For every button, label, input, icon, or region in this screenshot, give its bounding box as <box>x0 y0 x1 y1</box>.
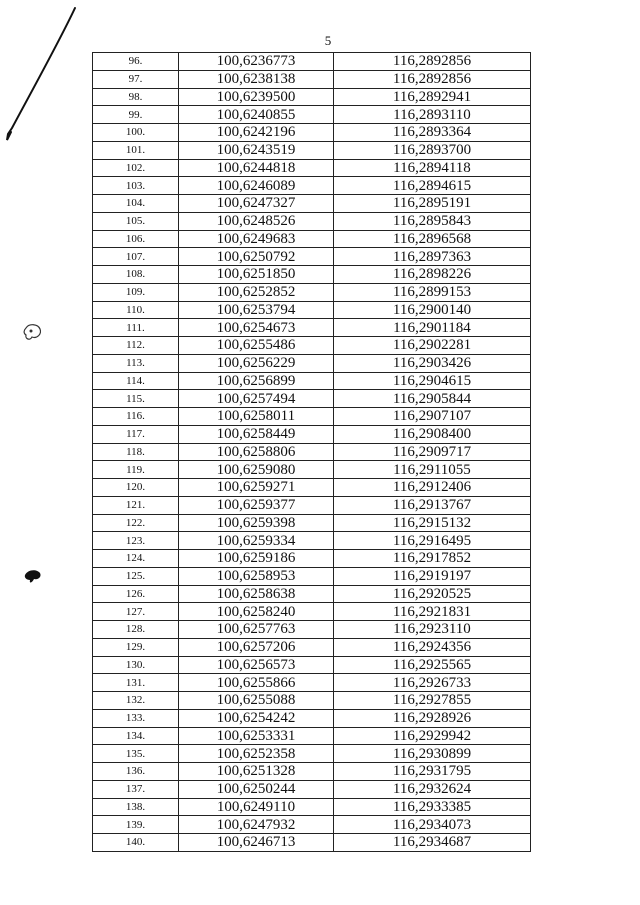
coordinate-x-cell: 100,6249110 <box>179 798 334 816</box>
table-row <box>93 727 531 745</box>
row-number-cell: 102. <box>93 159 179 177</box>
pen-stroke-mark <box>7 8 75 140</box>
coordinate-y-cell: 116,2923110 <box>334 621 531 639</box>
table-row <box>93 266 531 284</box>
coordinate-y-cell: 116,2913767 <box>334 496 531 514</box>
coordinate-y-cell: 116,2894118 <box>334 159 531 177</box>
row-number-cell: 113. <box>93 354 179 372</box>
table-row <box>93 621 531 639</box>
coordinate-x-cell: 100,6242196 <box>179 124 334 142</box>
coordinate-y-cell: 116,2903426 <box>334 354 531 372</box>
coordinate-y-cell: 116,2930899 <box>334 745 531 763</box>
coordinate-x-cell: 100,6236773 <box>179 53 334 71</box>
table-row <box>93 159 531 177</box>
table-row <box>93 53 531 71</box>
row-number-cell: 120. <box>93 479 179 497</box>
coordinate-y-cell: 116,2919197 <box>334 567 531 585</box>
coordinate-x-cell: 100,6251850 <box>179 266 334 284</box>
row-number-cell: 121. <box>93 496 179 514</box>
coordinate-x-cell: 100,6258638 <box>179 585 334 603</box>
coordinate-x-cell: 100,6256229 <box>179 354 334 372</box>
row-number-cell: 97. <box>93 70 179 88</box>
coordinate-x-cell: 100,6258449 <box>179 425 334 443</box>
coordinate-x-cell: 100,6254673 <box>179 319 334 337</box>
table-row <box>93 443 531 461</box>
row-number-cell: 131. <box>93 674 179 692</box>
row-number-cell: 110. <box>93 301 179 319</box>
table-row <box>93 638 531 656</box>
table-row <box>93 514 531 532</box>
coordinate-y-cell: 116,2915132 <box>334 514 531 532</box>
coordinate-y-cell: 116,2895191 <box>334 195 531 213</box>
coordinate-x-cell: 100,6244818 <box>179 159 334 177</box>
row-number-cell: 122. <box>93 514 179 532</box>
coordinate-y-cell: 116,2899153 <box>334 283 531 301</box>
table-row <box>93 212 531 230</box>
coordinate-y-cell: 116,2908400 <box>334 425 531 443</box>
coordinate-x-cell: 100,6257763 <box>179 621 334 639</box>
table-row <box>93 319 531 337</box>
coordinate-x-cell: 100,6255486 <box>179 337 334 355</box>
row-number-cell: 119. <box>93 461 179 479</box>
row-number-cell: 129. <box>93 638 179 656</box>
ink-blot-mark <box>25 570 41 582</box>
coordinate-y-cell: 116,2893110 <box>334 106 531 124</box>
coordinate-x-cell: 100,6252852 <box>179 283 334 301</box>
table-row <box>93 124 531 142</box>
table-row <box>93 230 531 248</box>
coordinate-x-cell: 100,6246089 <box>179 177 334 195</box>
row-number-cell: 125. <box>93 567 179 585</box>
table-row <box>93 106 531 124</box>
row-number-cell: 126. <box>93 585 179 603</box>
coordinate-x-cell: 100,6258011 <box>179 408 334 426</box>
row-number-cell: 138. <box>93 798 179 816</box>
row-number-cell: 106. <box>93 230 179 248</box>
coordinate-y-cell: 116,2898226 <box>334 266 531 284</box>
coordinate-y-cell: 116,2907107 <box>334 408 531 426</box>
coordinate-y-cell: 116,2901184 <box>334 319 531 337</box>
table-row <box>93 70 531 88</box>
row-number-cell: 130. <box>93 656 179 674</box>
table-row <box>93 532 531 550</box>
coordinate-y-cell: 116,2892856 <box>334 53 531 71</box>
coordinate-x-cell: 100,6246713 <box>179 834 334 852</box>
coordinate-x-cell: 100,6240855 <box>179 106 334 124</box>
table-row <box>93 603 531 621</box>
table-row <box>93 372 531 390</box>
coordinate-y-cell: 116,2934073 <box>334 816 531 834</box>
row-number-cell: 136. <box>93 763 179 781</box>
coordinate-x-cell: 100,6256899 <box>179 372 334 390</box>
coordinate-x-cell: 100,6250244 <box>179 780 334 798</box>
row-number-cell: 103. <box>93 177 179 195</box>
table-row <box>93 408 531 426</box>
table-row <box>93 461 531 479</box>
coordinate-y-cell: 116,2893700 <box>334 141 531 159</box>
table-row <box>93 141 531 159</box>
coordinate-x-cell: 100,6238138 <box>179 70 334 88</box>
table-row <box>93 692 531 710</box>
coordinate-x-cell: 100,6258240 <box>179 603 334 621</box>
table-row <box>93 390 531 408</box>
coordinate-y-cell: 116,2895843 <box>334 212 531 230</box>
row-number-cell: 96. <box>93 53 179 71</box>
row-number-cell: 109. <box>93 283 179 301</box>
row-number-cell: 108. <box>93 266 179 284</box>
coordinate-x-cell: 100,6253794 <box>179 301 334 319</box>
table-row <box>93 709 531 727</box>
page-number: 5 <box>324 33 332 48</box>
coordinate-x-cell: 100,6249683 <box>179 230 334 248</box>
table-row <box>93 337 531 355</box>
row-number-cell: 112. <box>93 337 179 355</box>
coordinate-y-cell: 116,2926733 <box>334 674 531 692</box>
coordinate-y-cell: 116,2894615 <box>334 177 531 195</box>
row-number-cell: 134. <box>93 727 179 745</box>
table-row <box>93 195 531 213</box>
row-number-cell: 140. <box>93 834 179 852</box>
row-number-cell: 139. <box>93 816 179 834</box>
table-row <box>93 567 531 585</box>
coordinate-y-cell: 116,2925565 <box>334 656 531 674</box>
coordinate-x-cell: 100,6239500 <box>179 88 334 106</box>
row-number-cell: 117. <box>93 425 179 443</box>
coordinates-table <box>92 52 531 852</box>
table-row <box>93 798 531 816</box>
row-number-cell: 128. <box>93 621 179 639</box>
coordinate-x-cell: 100,6256573 <box>179 656 334 674</box>
table-row <box>93 248 531 266</box>
row-number-cell: 101. <box>93 141 179 159</box>
table-row <box>93 354 531 372</box>
coordinate-x-cell: 100,6257206 <box>179 638 334 656</box>
coordinate-y-cell: 116,2931795 <box>334 763 531 781</box>
row-number-cell: 135. <box>93 745 179 763</box>
coordinate-x-cell: 100,6259334 <box>179 532 334 550</box>
coordinate-y-cell: 116,2892941 <box>334 88 531 106</box>
table-row <box>93 834 531 852</box>
coordinate-x-cell: 100,6258806 <box>179 443 334 461</box>
table-row <box>93 479 531 497</box>
coordinate-x-cell: 100,6259186 <box>179 550 334 568</box>
coordinate-y-cell: 116,2893364 <box>334 124 531 142</box>
coordinate-x-cell: 100,6243519 <box>179 141 334 159</box>
coordinate-x-cell: 100,6252358 <box>179 745 334 763</box>
coordinate-y-cell: 116,2912406 <box>334 479 531 497</box>
row-number-cell: 132. <box>93 692 179 710</box>
row-number-cell: 118. <box>93 443 179 461</box>
coordinate-x-cell: 100,6257494 <box>179 390 334 408</box>
coordinate-x-cell: 100,6254242 <box>179 709 334 727</box>
coordinate-y-cell: 116,2896568 <box>334 230 531 248</box>
table-row <box>93 656 531 674</box>
table-row <box>93 550 531 568</box>
row-number-cell: 100. <box>93 124 179 142</box>
row-number-cell: 114. <box>93 372 179 390</box>
coordinate-x-cell: 100,6248526 <box>179 212 334 230</box>
coordinate-x-cell: 100,6250792 <box>179 248 334 266</box>
row-number-cell: 116. <box>93 408 179 426</box>
coordinate-y-cell: 116,2916495 <box>334 532 531 550</box>
table-row <box>93 674 531 692</box>
coordinate-x-cell: 100,6259271 <box>179 479 334 497</box>
table-row <box>93 745 531 763</box>
row-number-cell: 107. <box>93 248 179 266</box>
coordinates-table-body <box>93 53 531 852</box>
coordinate-x-cell: 100,6255088 <box>179 692 334 710</box>
coordinate-y-cell: 116,2902281 <box>334 337 531 355</box>
coordinate-y-cell: 116,2897363 <box>334 248 531 266</box>
table-row <box>93 88 531 106</box>
coordinate-y-cell: 116,2909717 <box>334 443 531 461</box>
row-number-cell: 104. <box>93 195 179 213</box>
table-row <box>93 585 531 603</box>
row-number-cell: 127. <box>93 603 179 621</box>
coordinate-y-cell: 116,2932624 <box>334 780 531 798</box>
row-number-cell: 98. <box>93 88 179 106</box>
table-row <box>93 763 531 781</box>
coordinate-y-cell: 116,2929942 <box>334 727 531 745</box>
row-number-cell: 123. <box>93 532 179 550</box>
coordinate-x-cell: 100,6258953 <box>179 567 334 585</box>
coordinate-x-cell: 100,6259080 <box>179 461 334 479</box>
coordinate-x-cell: 100,6251328 <box>179 763 334 781</box>
coordinate-x-cell: 100,6247932 <box>179 816 334 834</box>
coordinate-y-cell: 116,2927855 <box>334 692 531 710</box>
coordinate-y-cell: 116,2900140 <box>334 301 531 319</box>
coordinate-y-cell: 116,2933385 <box>334 798 531 816</box>
coordinate-x-cell: 100,6253331 <box>179 727 334 745</box>
coordinate-y-cell: 116,2892856 <box>334 70 531 88</box>
coordinate-y-cell: 116,2924356 <box>334 638 531 656</box>
coordinate-x-cell: 100,6259398 <box>179 514 334 532</box>
coordinate-y-cell: 116,2917852 <box>334 550 531 568</box>
coordinate-y-cell: 116,2920525 <box>334 585 531 603</box>
table-row <box>93 177 531 195</box>
coordinate-y-cell: 116,2928926 <box>334 709 531 727</box>
row-number-cell: 124. <box>93 550 179 568</box>
table-row <box>93 780 531 798</box>
table-row <box>93 301 531 319</box>
coordinate-y-cell: 116,2904615 <box>334 372 531 390</box>
row-number-cell: 115. <box>93 390 179 408</box>
row-number-cell: 99. <box>93 106 179 124</box>
coordinate-y-cell: 116,2921831 <box>334 603 531 621</box>
table-row <box>93 816 531 834</box>
coordinate-y-cell: 116,2911055 <box>334 461 531 479</box>
row-number-cell: 105. <box>93 212 179 230</box>
coordinate-x-cell: 100,6247327 <box>179 195 334 213</box>
coordinate-y-cell: 116,2905844 <box>334 390 531 408</box>
coordinate-x-cell: 100,6255866 <box>179 674 334 692</box>
ink-blot-mark <box>24 325 40 339</box>
table-row <box>93 283 531 301</box>
coordinate-x-cell: 100,6259377 <box>179 496 334 514</box>
row-number-cell: 137. <box>93 780 179 798</box>
row-number-cell: 133. <box>93 709 179 727</box>
table-row <box>93 425 531 443</box>
row-number-cell: 111. <box>93 319 179 337</box>
table-row <box>93 496 531 514</box>
coordinate-y-cell: 116,2934687 <box>334 834 531 852</box>
